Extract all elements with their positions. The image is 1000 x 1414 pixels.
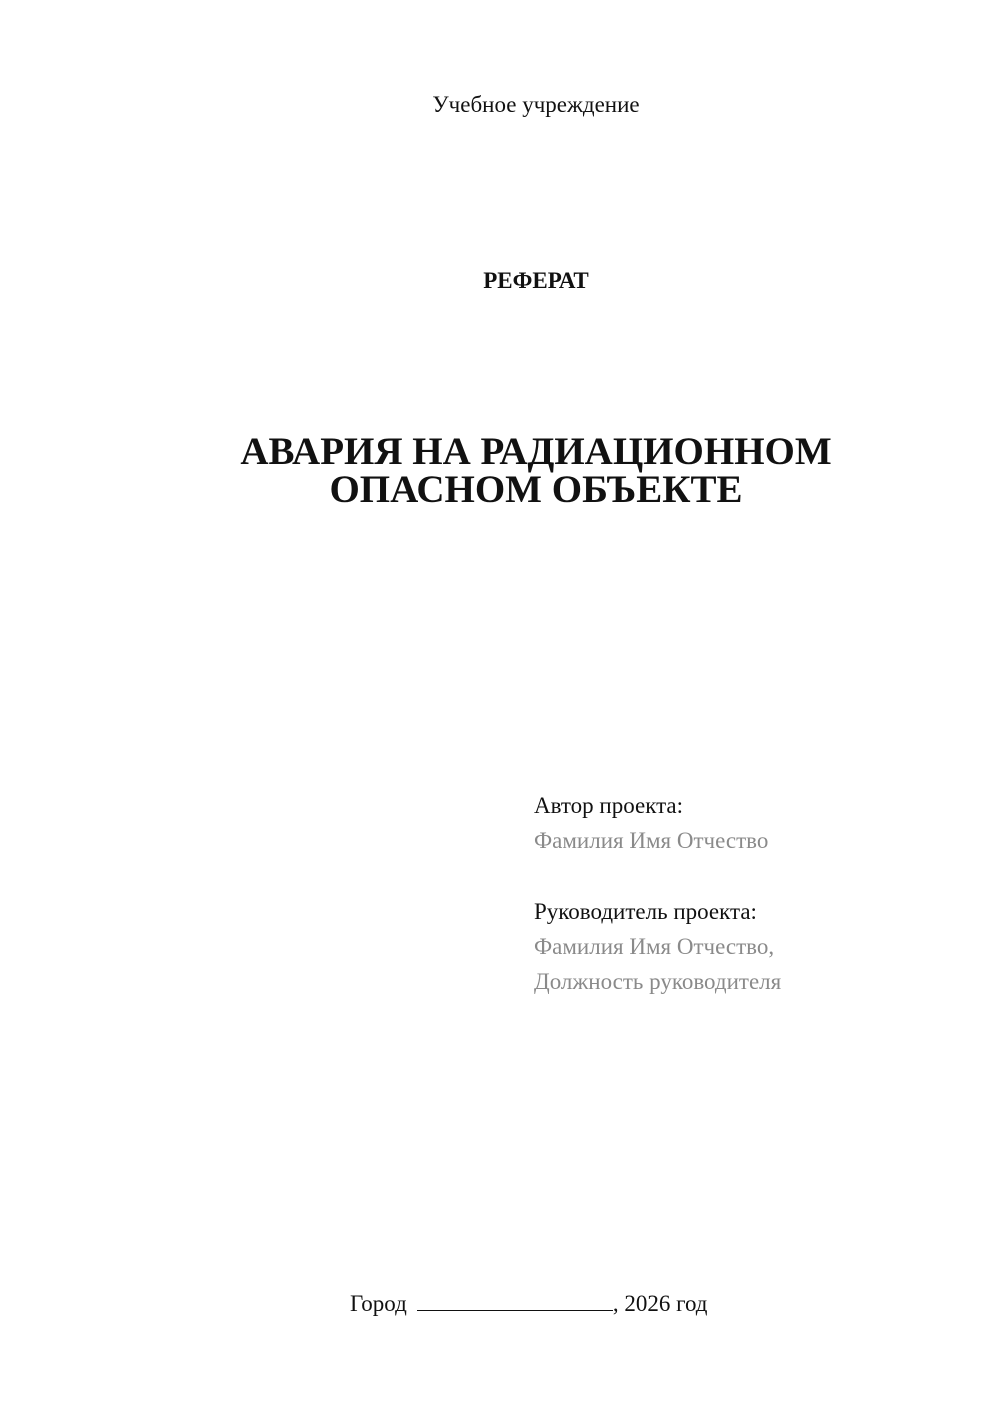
author-label: Автор проекта: [534, 793, 683, 818]
supervisor-position: Должность руководителя [534, 969, 782, 994]
author-name: Фамилия Имя Отчество [534, 828, 769, 853]
document-type: РЕФЕРАТ [483, 268, 589, 293]
signature-spacer [534, 858, 781, 894]
year-text: , 2026 год [612, 1291, 708, 1316]
document-title-line: ОПАСНОМ ОБЪЕКТЕ [329, 468, 743, 511]
document-title-line: АВАРИЯ НА РАДИАЦИОННОМ [240, 430, 832, 473]
supervisor-label: Руководитель проекта: [534, 899, 757, 924]
city-label: Город [350, 1291, 407, 1316]
document-title [36, 430, 1000, 511]
footer-city-year [350, 1290, 707, 1317]
city-blank-line [417, 1290, 613, 1311]
supervisor-name: Фамилия Имя Отчество, [534, 934, 775, 959]
institution-name: Учебное учреждение [432, 92, 640, 117]
signature-block [534, 788, 781, 999]
